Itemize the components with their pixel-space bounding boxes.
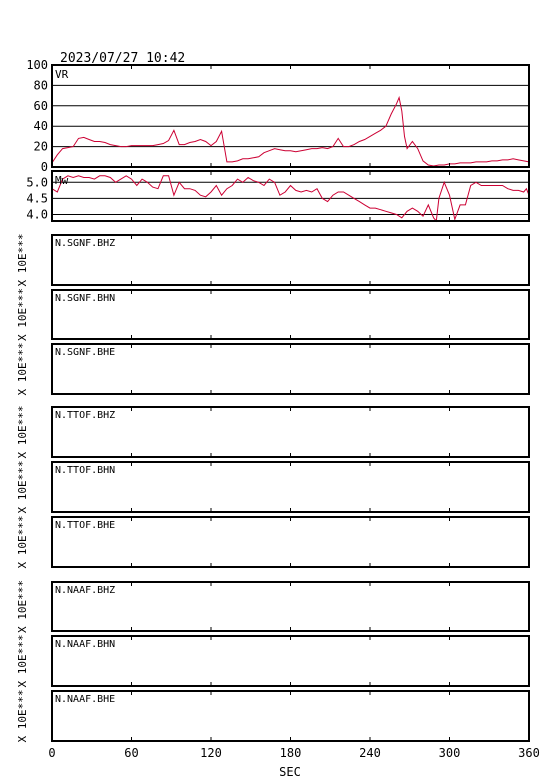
station-ylabel-n-sgnf-bhn: X 10E*** — [16, 288, 29, 341]
station-ylabel-n-sgnf-bhe: X 10E*** — [16, 342, 29, 396]
station-ylabel-n-sgnf-bhz: X 10E*** — [16, 233, 29, 287]
x-tick-label-0: 0 — [48, 746, 56, 760]
mw-ytick-label-2: 5.0 — [26, 175, 48, 190]
vr-panel-frame — [52, 65, 529, 167]
timestamp: 2023/07/27 10:42 — [60, 51, 186, 66]
station-ylabel-n-ttof-bhe: X 10E*** — [16, 515, 29, 569]
station-label-n-ttof-bhz: N.TTOF.BHZ — [55, 410, 116, 421]
x-tick-label-3: 180 — [279, 746, 302, 760]
vr-ytick-label-1: 20 — [33, 139, 48, 154]
vr-panel-label: VR — [55, 68, 69, 81]
station-ylabel-n-ttof-bhn: X 10E*** — [16, 460, 29, 514]
station-panel-n-naaf-bhe — [52, 691, 529, 741]
station-panel-n-ttof-bhn — [52, 462, 529, 512]
vr-ytick-label-4: 80 — [33, 78, 48, 93]
station-label-n-naaf-bhe: N.NAAF.BHE — [55, 694, 116, 705]
x-tick-label-6: 360 — [518, 746, 540, 760]
x-tick-label-5: 300 — [438, 746, 461, 760]
station-label-n-ttof-bhn: N.TTOF.BHN — [55, 465, 116, 476]
station-label-n-naaf-bhz: N.NAAF.BHZ — [55, 585, 116, 596]
station-panel-n-sgnf-bhe — [52, 344, 529, 394]
station-ylabel-n-ttof-bhz: X 10E*** — [16, 405, 29, 459]
station-label-n-sgnf-bhz: N.SGNF.BHZ — [55, 238, 116, 249]
vr-ytick-label-0: 0 — [40, 160, 48, 174]
station-panel-n-sgnf-bhz — [52, 235, 529, 285]
x-tick-label-1: 60 — [124, 746, 139, 760]
station-ylabel-n-naaf-bhe: X 10E*** — [16, 689, 29, 743]
station-label-n-ttof-bhe: N.TTOF.BHE — [55, 520, 116, 531]
vr-ytick-label-2: 40 — [33, 119, 48, 134]
x-tick-label-2: 120 — [200, 746, 222, 760]
mw-panel-label: Mw — [55, 174, 69, 187]
mw-ytick-label-0: 4.0 — [26, 207, 48, 222]
vr-ytick-label-3: 60 — [33, 98, 48, 113]
station-panel-n-sgnf-bhn — [52, 290, 529, 339]
vr-series-line — [52, 98, 529, 166]
station-label-n-sgnf-bhe: N.SGNF.BHE — [55, 347, 116, 358]
station-panel-n-ttof-bhz — [52, 407, 529, 457]
station-label-n-naaf-bhn: N.NAAF.BHN — [55, 639, 116, 650]
x-axis-label: SEC — [279, 765, 301, 779]
mw-ytick-label-1: 4.5 — [26, 191, 48, 206]
station-panel-n-naaf-bhn — [52, 636, 529, 686]
station-panel-n-naaf-bhz — [52, 582, 529, 631]
station-ylabel-n-naaf-bhn: X 10E*** — [16, 634, 29, 688]
x-tick-label-4: 240 — [359, 746, 381, 760]
station-label-n-sgnf-bhn: N.SGNF.BHN — [55, 293, 116, 304]
station-panel-n-ttof-bhe — [52, 517, 529, 567]
station-ylabel-n-naaf-bhz: X 10E*** — [16, 580, 29, 633]
vr-ytick-label-5: 100 — [26, 58, 48, 72]
